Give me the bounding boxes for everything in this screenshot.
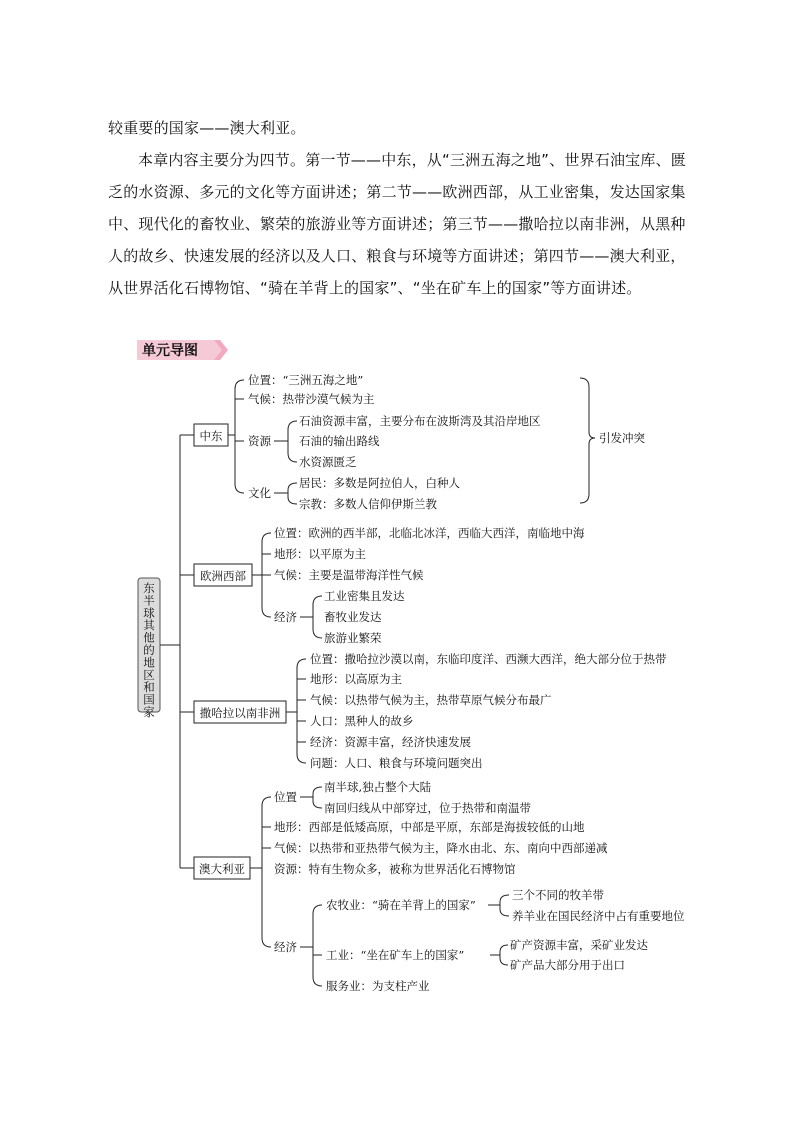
we-economy-2: 畜牧业发达 (324, 610, 382, 624)
au-resource: 资源：特有生物众多，被称为世界活化石博物馆 (274, 862, 516, 876)
au-agriculture-2: 养羊业在国民经济中占有重要地位 (512, 909, 685, 923)
me-climate: 气候：热带沙漠气候为主 (248, 392, 375, 406)
me-conflict: 引发冲突 (599, 431, 645, 445)
au-terrain: 地形：西部是低矮高原，中部是平原，东部是海拔较低的山地 (274, 820, 585, 834)
western-europe-label: 欧洲西部 (200, 569, 246, 583)
au-industry-1: 矿产资源丰富，采矿业发达 (510, 938, 648, 952)
intro-line: 较重要的国家——澳大利亚。 (108, 119, 306, 137)
root-node (138, 578, 160, 719)
au-position-label: 位置 (274, 790, 297, 804)
af-economy: 经济：资源丰富，经济快速发展 (310, 735, 471, 749)
af-issues: 问题：人口、粮食与环境问题突出 (310, 756, 483, 770)
middle-east-label: 中东 (199, 429, 223, 443)
we-economy-label: 经济 (274, 610, 297, 624)
intro-paragraph: 本章内容主要分为四节。第一节——中东，从“三洲五海之地”、世界石油宝库、匮乏的水资源、多元的文化等方面讲述；第二节——欧洲西部，从工业密集，发达国家集中、现代化的畜牧业、繁荣的旅游业等方面讲述；第三节——撒哈拉以南非洲，从黑种人的故乡、快速发展的经济以及人口、粮食与环境等方面讲述；第四节——澳大利亚，从世界活化石博物馆、“骑在羊背上的国家”、“坐在矿车上的国家”等方面讲述。 (108, 151, 686, 297)
unit-map-banner (137, 340, 228, 360)
au-industry: 工业：“坐在矿车上的国家” (326, 948, 465, 962)
we-economy-3: 旅游业繁荣 (324, 631, 382, 645)
me-resource-label: 资源 (248, 434, 271, 448)
root-label: 东半球其他的地区和国家 (143, 581, 155, 719)
africa-label: 撒哈拉以南非洲 (199, 706, 281, 720)
au-agriculture: 农牧业：“骑在羊背上的国家” (326, 898, 476, 912)
australia-label: 澳大利亚 (199, 862, 245, 876)
we-economy-1: 工业密集且发达 (324, 589, 405, 603)
me-position: 位置：“三洲五海之地” (248, 373, 364, 387)
af-climate: 气候：以热带气候为主，热带草原气候分布最广 (310, 693, 552, 707)
au-economy-label: 经济 (274, 940, 297, 954)
me-resource-2: 石油的输出路线 (299, 434, 380, 448)
au-position-2: 南回归线从中部穿过，位于热带和南温带 (324, 801, 531, 815)
me-resource-3: 水资源匮乏 (299, 455, 357, 469)
au-industry-2: 矿产品大部分用于出口 (510, 958, 625, 972)
banner-title: 单元导图 (142, 343, 198, 359)
we-terrain: 地形：以平原为主 (274, 547, 366, 561)
me-culture-label: 文化 (248, 486, 271, 500)
me-culture-1: 居民：多数是阿拉伯人，白种人 (299, 476, 460, 490)
au-position-1: 南半球,独占整个大陆 (324, 780, 432, 794)
we-position: 位置：欧洲的西半部，北临北冰洋，西临大西洋，南临地中海 (274, 526, 585, 540)
au-climate: 气候：以热带和亚热带气候为主，降水由北、东、南向中西部递减 (274, 841, 608, 855)
af-population: 人口：黑种人的故乡 (310, 714, 414, 728)
af-terrain: 地形：以高原为主 (310, 672, 402, 686)
me-resource-1: 石油资源丰富，主要分布在波斯湾及其沿岸地区 (299, 414, 541, 428)
au-agriculture-1: 三个不同的牧羊带 (512, 888, 604, 902)
au-service: 服务业：为支柱产业 (326, 979, 430, 993)
we-climate: 气候：主要是温带海洋性气候 (274, 568, 424, 582)
me-culture-2: 宗教：多数人信仰伊斯兰教 (299, 497, 437, 511)
af-position: 位置：撒哈拉沙漠以南，东临印度洋、西濒大西洋，绝大部分位于热带 (310, 652, 667, 666)
